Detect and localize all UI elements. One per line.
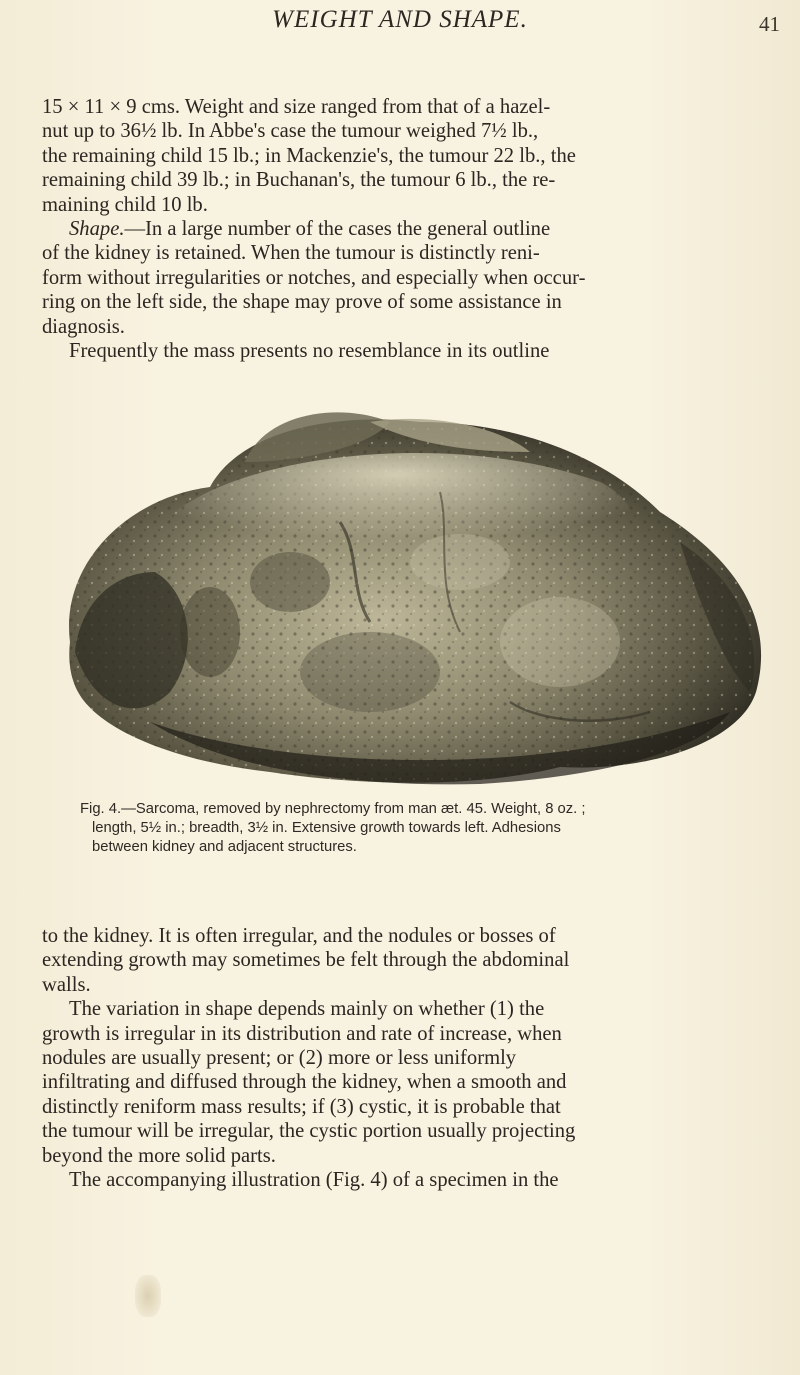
text-line: 15 × 11 × 9 cms. Weight and size ranged from that of a hazel- [42, 96, 551, 118]
text-line: growth is irregular in its distribution and rate of increase, when [42, 1022, 562, 1045]
text-line: remaining child 39 lb.; in Buchanan's, the tumour 6 lb., the re- [42, 169, 556, 192]
paragraph-accompanying [42, 1168, 768, 1192]
text-block-top [42, 95, 768, 363]
text-line: The variation in shape depends mainly on whether (1) the [69, 998, 545, 1021]
text-line: maining child 10 lb. [42, 193, 208, 216]
section-heading-shape: Shape. [69, 218, 125, 241]
text-line: diagnosis. [42, 315, 125, 338]
paragraph-variation [42, 997, 768, 1168]
running-head: WEIGHT AND SHAPE. [272, 6, 528, 33]
text-line: The accompanying illustration (Fig. 4) of a specimen in the [69, 1169, 559, 1192]
figure-caption [80, 800, 768, 857]
text-line: walls. [42, 973, 91, 996]
text-block-bottom [42, 924, 768, 1192]
paragraph-frequently [42, 339, 768, 363]
caption-line: between kidney and adjacent structures. [92, 839, 357, 855]
text-line: Frequently the mass presents no resemblance in its outline [69, 340, 550, 363]
text-line: nodules are usually present; or (2) more or less uniformly [42, 1047, 517, 1070]
text-line: to the kidney. It is often irregular, and the nodules or bosses of [42, 925, 556, 947]
text-line: the remaining child 15 lb.; in Mackenzie's, the tumour 22 lb., the [42, 144, 576, 167]
paragraph-shape [42, 217, 768, 339]
page-number: 41 [759, 12, 780, 36]
text-line: distinctly reniform mass results; if (3) cystic, it is probable that [42, 1095, 561, 1118]
paragraph-weight [42, 95, 768, 217]
kidney-specimen-illustration [40, 392, 784, 792]
text-line: form without irregularities or notches, and especially when occur- [42, 266, 586, 289]
caption-line: length, 5½ in.; breadth, 3½ in. Extensive growth towards left. Adhesions [92, 820, 561, 836]
text-line: beyond the more solid parts. [42, 1144, 276, 1167]
text-line: the tumour will be irregular, the cystic portion usually projecting [42, 1120, 576, 1143]
text-line: extending growth may sometimes be felt through the abdominal [42, 949, 570, 972]
paragraph-irregular [42, 924, 768, 997]
paper-stain [135, 1275, 161, 1317]
text-line: —In a large number of the cases the general outline [124, 218, 551, 241]
text-line: of the kidney is retained. When the tumour is distinctly reni- [42, 242, 540, 265]
text-line: ring on the left side, the shape may prove of some assistance in [42, 291, 562, 314]
caption-line: Fig. 4.—Sarcoma, removed by nephrectomy from man æt. 45. Weight, 8 oz. ; [80, 801, 586, 817]
text-line: nut up to 36½ lb. In Abbe's case the tumour weighed 7½ lb., [42, 120, 539, 143]
text-line: infiltrating and diffused through the kidney, when a smooth and [42, 1071, 567, 1094]
